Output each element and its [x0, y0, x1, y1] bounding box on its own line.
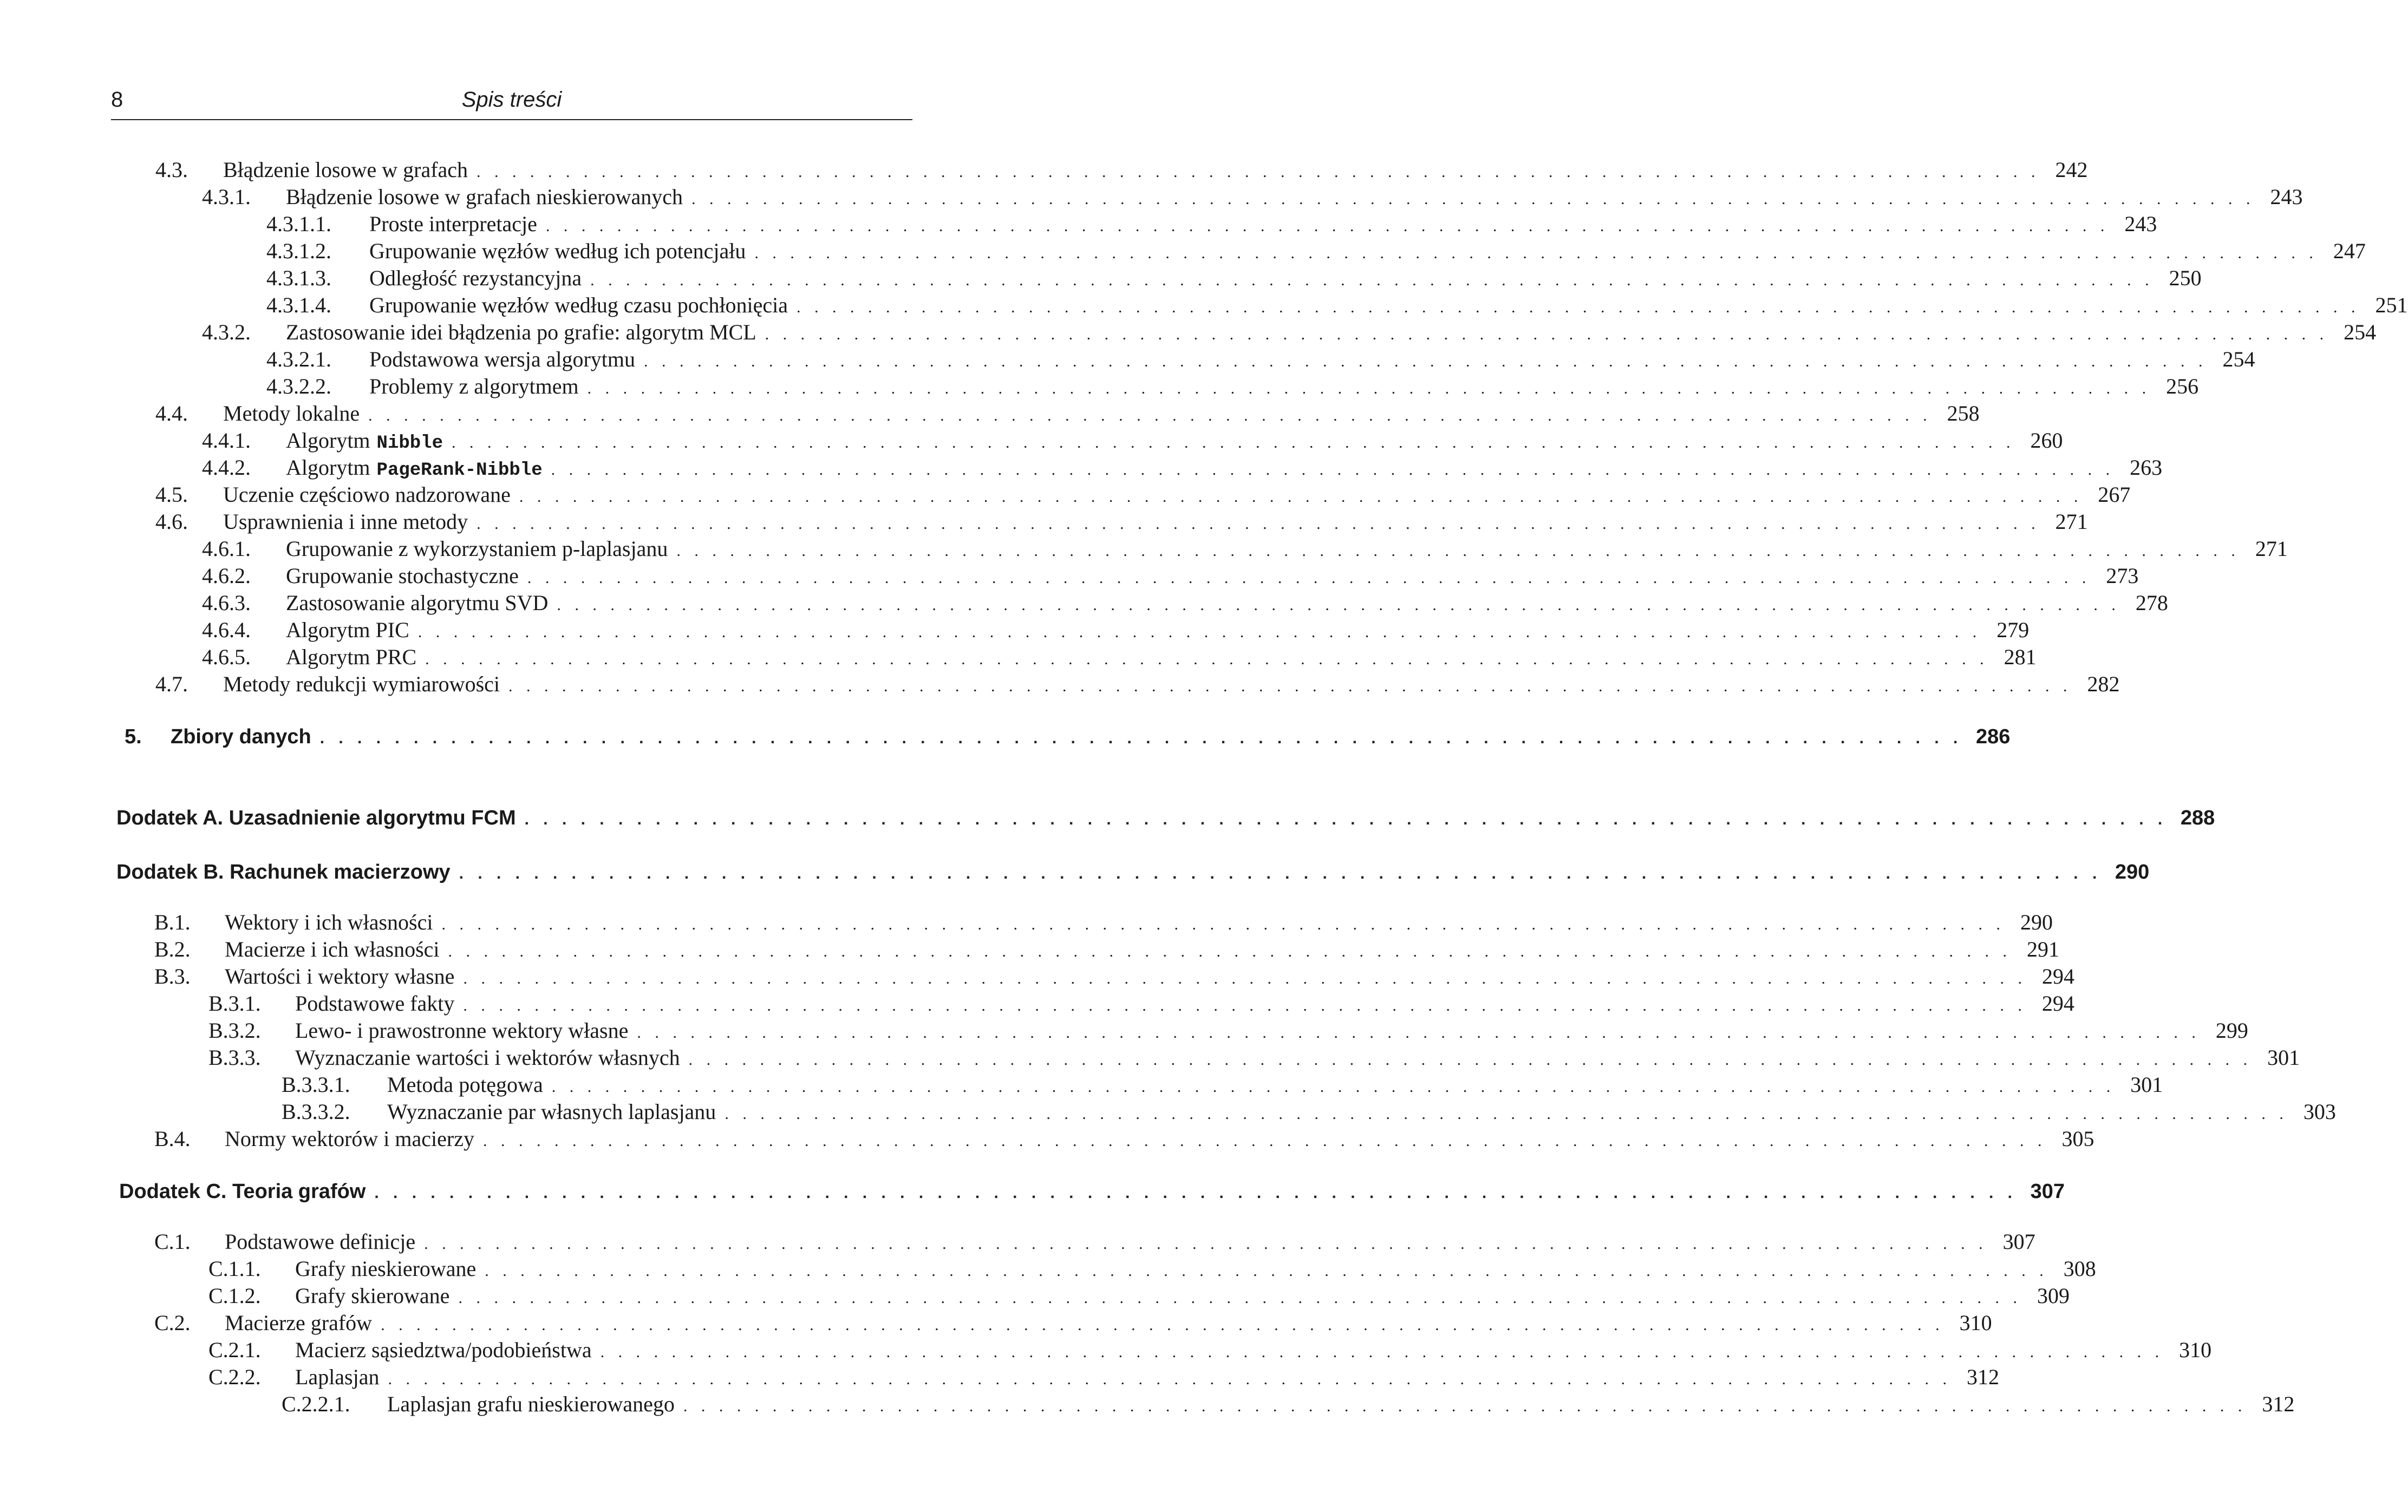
dot-leader: . . . . . . . . . . . . . . . . . . . . . . . . . . . . . . . . . . . . . . . . . . . . . . . . . . . . . . . . . . . . . . . . . . . . . . . . . . . . . . . . . . . . . . . .	[797, 298, 2360, 316]
toc-entry-page: 286	[1975, 725, 2011, 748]
dot-leader: . . . . . . . . . . . . . . . . . . . . . . . . . . . . . . . . . . . . . . . . . . . . . . . . . . . . . . . . . . . . . . . . . . . . . . . . . . . . . . . . . . . . . . . .	[477, 163, 2040, 181]
dot-leader: . . . . . . . . . . . . . . . . . . . . . . . . . . . . . . . . . . . . . . . . . . . . . . . . . . . . . . . . . . . . . . . . . . . . . . . . . . . . . . . . . . . . . . . .	[485, 1262, 2048, 1280]
toc-entry-title: Wektory i ich własności	[225, 910, 433, 934]
toc-entry[interactable]	[202, 563, 2139, 590]
toc-entry-number: C.1.1.	[208, 1256, 261, 1281]
toc-entry-page: 307	[2030, 1180, 2065, 1203]
toc-entry-number: 4.6.2.	[202, 564, 251, 588]
toc-entry[interactable]	[154, 1126, 2094, 1153]
toc-entry-number: C.2.	[154, 1311, 191, 1335]
toc-entry-number: 4.4.2.	[202, 455, 251, 480]
toc-entry[interactable]	[155, 157, 2088, 184]
toc-entry[interactable]	[202, 536, 2288, 563]
toc-entry-title: Macierz sąsiedztwa/podobieństwa	[295, 1338, 592, 1362]
toc-entry-title: Laplasjan	[295, 1365, 380, 1389]
toc-entry-number: B.3.3.2.	[282, 1099, 350, 1124]
toc-entry-page: 254	[2344, 320, 2377, 344]
toc-entry-title: Problemy z algorytmem	[369, 374, 579, 398]
dot-leader: . . . . . . . . . . . . . . . . . . . . . . . . . . . . . . . . . . . . . . . . . . . . . . . . . . . . . . . . . . . . . . . . . . . . . . . . . . . . . . . . . . . . . . . .	[374, 1184, 2017, 1202]
toc-entry-page: 310	[2179, 1338, 2212, 1362]
toc-entry-title: Metody lokalne	[223, 401, 360, 426]
toc-chapter-entry[interactable]	[116, 807, 2215, 834]
dot-leader: . . . . . . . . . . . . . . . . . . . . . . . . . . . . . . . . . . . . . . . . . . . . . . . . . . . . . . . . . . . . . . . . . . . . . . . . . . . . . . . . . . . . . . . .	[754, 244, 2318, 262]
toc-entry[interactable]	[282, 1099, 2336, 1126]
toc-entry-number: 4.7.	[155, 672, 188, 696]
toc-entry-number: C.1.2.	[208, 1284, 261, 1308]
toc-entry-number: 4.6.5.	[202, 645, 251, 669]
toc-entry-title: Uczenie częściowo nadzorowane	[223, 482, 511, 507]
toc-entry-title: Macierze grafów	[225, 1311, 373, 1335]
toc-entry-page: 251	[2375, 293, 2408, 317]
toc-entry-number: 4.4.	[155, 401, 188, 426]
toc-entry-title: Metody redukcji wymiarowości	[223, 672, 500, 696]
toc-entry-page: 243	[2270, 185, 2303, 209]
toc-entry-number: 4.3.1.3.	[266, 266, 331, 290]
toc-chapter-entry[interactable]	[116, 861, 2150, 888]
toc-entry-number: B.3.	[154, 964, 191, 989]
dot-leader: . . . . . . . . . . . . . . . . . . . . . . . . . . . . . . . . . . . . . . . . . . . . . . . . . . . . . . . . . . . . . . . . . . . . . . . . . . . . . . . . . . . . . . . .	[388, 1370, 1952, 1388]
toc-entry-number: 4.5.	[155, 482, 188, 507]
toc-entry-code-name: PageRank-Nibble	[376, 460, 543, 481]
toc-entry-number: B.3.3.1.	[282, 1072, 350, 1097]
dot-leader: . . . . . . . . . . . . . . . . . . . . . . . . . . . . . . . . . . . . . . . . . . . . . . . . . . . . . . . . . . . . . . . . . . . . . . . . . . . . . . . . . . . . . . . .	[600, 1343, 2164, 1361]
dot-leader: . . . . . . . . . . . . . . . . . . . . . . . . . . . . . . . . . . . . . . . . . . . . . . . . . . . . . . . . . . . . . . . . . . . . . . . . . . . . . . . . . . . . . . . .	[424, 1235, 1988, 1253]
toc-entry-page: 250	[2169, 266, 2202, 290]
toc-entry-title: Grafy nieskierowane	[295, 1256, 477, 1281]
toc-entry-page: 303	[2303, 1099, 2336, 1124]
toc-entry[interactable]	[202, 428, 2063, 455]
toc-entry[interactable]	[266, 238, 2366, 265]
toc-entry-page: 260	[2030, 428, 2063, 453]
toc-entry-number: C.1.	[154, 1229, 191, 1254]
toc-entry-title: Usprawnienia i inne metody	[223, 509, 468, 534]
dot-leader: . . . . . . . . . . . . . . . . . . . . . . . . . . . . . . . . . . . . . . . . . . . . . . . . . . . . . . . . . . . . . . . . . . . . . . . . . . . . . . . . . . . . . . . .	[463, 970, 2027, 987]
toc-entry-number: 4.6.3.	[202, 591, 251, 615]
dot-leader: . . . . . . . . . . . . . . . . . . . . . . . . . . . . . . . . . . . . . . . . . . . . . . . . . . . . . . . . . . . . . . . . . . . . . . . . . . . . . . . . . . . . . . . .	[557, 596, 2120, 614]
toc-entry-number: B.3.2.	[208, 1018, 261, 1043]
toc-entry[interactable]	[202, 184, 2303, 211]
toc-entry[interactable]	[202, 617, 2029, 644]
toc-entry-title: Wyznaczanie wartości i wektorów własnych	[295, 1045, 680, 1070]
toc-entry-title: Odległość rezystancyjna	[369, 266, 582, 290]
toc-entry[interactable]	[266, 292, 2408, 319]
dot-leader: . . . . . . . . . . . . . . . . . . . . . . . . . . . . . . . . . . . . . . . . . . . . . . . . . . . . . . . . . . . . . . . . . . . . . . . . . . . . . . . . . . . . . . . .	[676, 542, 2240, 560]
toc-entry[interactable]	[202, 319, 2377, 346]
toc-entry-title: Grupowanie z wykorzystaniem p-laplasjanu	[286, 536, 668, 561]
toc-entry[interactable]	[155, 401, 1980, 428]
toc-entry[interactable]	[266, 374, 2199, 401]
toc-entry-number: 4.4.1.	[202, 428, 251, 453]
toc-entry[interactable]	[155, 482, 2131, 509]
toc-entry[interactable]	[282, 1072, 2163, 1099]
toc-entry[interactable]	[208, 991, 2074, 1018]
toc-entry-number: 4.6.1.	[202, 536, 251, 561]
toc-entry-title: Podstawowe definicje	[225, 1229, 416, 1254]
toc-entry-page: 256	[2166, 374, 2199, 398]
toc-entry[interactable]	[208, 1256, 2096, 1283]
dot-leader: . . . . . . . . . . . . . . . . . . . . . . . . . . . . . . . . . . . . . . . . . . . . . . . . . . . . . . . . . . . . . . . . . . . . . . . . . . . . . . . . . . . . . . . .	[451, 434, 2015, 451]
toc-entry-title: Metoda potęgowa	[387, 1072, 543, 1097]
dot-leader: . . . . . . . . . . . . . . . . . . . . . . . . . . . . . . . . . . . . . . . . . . . . . . . . . . . . . . . . . . . . . . . . . . . . . . . . . . . . . . . . . . . . . . . .	[448, 942, 2012, 960]
dot-leader: . . . . . . . . . . . . . . . . . . . . . . . . . . . . . . . . . . . . . . . . . . . . . . . . . . . . . . . . . . . . . . . . . . . . . . . . . . . . . . . . . . . . . . . .	[545, 217, 2110, 235]
dot-leader: . . . . . . . . . . . . . . . . . . . . . . . . . . . . . . . . . . . . . . . . . . . . . . . . . . . . . . . . . . . . . . . . . . . . . . . . . . . . . . . . . . . . . . . .	[425, 650, 1989, 668]
toc-entry-page: 312	[2262, 1392, 2295, 1416]
toc-entry-number: B.3.1.	[208, 991, 261, 1016]
toc-entry-title: Macierze i ich własności	[225, 937, 440, 961]
toc-entry-page: 291	[2027, 937, 2060, 961]
toc-entry-page: 267	[2098, 482, 2131, 507]
toc-entry-page: 288	[2180, 807, 2215, 829]
toc-entry-title: Dodatek C. Teoria grafów	[119, 1180, 366, 1203]
toc-entry-title: Podstawowe fakty	[295, 991, 455, 1016]
toc-entry-title: Dodatek A. Uzasadnienie algorytmu FCM	[116, 807, 516, 829]
toc-entry-title: Dodatek B. Rachunek macierzowy	[116, 861, 451, 883]
toc-entry-title: Grafy skierowane	[295, 1284, 450, 1308]
toc-entry[interactable]	[266, 265, 2202, 292]
toc-entry-number: C.2.2.1.	[282, 1392, 350, 1416]
toc-entry-page: 301	[2267, 1045, 2300, 1070]
toc-entry-title: Grupowanie stochastyczne	[286, 564, 519, 588]
toc-entry-title: Proste interpretacje	[369, 212, 537, 236]
toc-entry[interactable]	[208, 1045, 2300, 1072]
toc-entry-page: 281	[2004, 645, 2037, 669]
toc-entry[interactable]	[202, 455, 2163, 482]
dot-leader: . . . . . . . . . . . . . . . . . . . . . . . . . . . . . . . . . . . . . . . . . . . . . . . . . . . . . . . . . . . . . . . . . . . . . . . . . . . . . . . . . . . . . . . .	[482, 1132, 2047, 1150]
toc-entry-title: Zastosowanie algorytmu SVD	[286, 591, 549, 615]
toc-entry[interactable]	[155, 509, 2088, 536]
toc-entry[interactable]	[208, 1018, 2248, 1045]
dot-leader: . . . . . . . . . . . . . . . . . . . . . . . . . . . . . . . . . . . . . . . . . . . . . . . . . . . . . . . . . . . . . . . . . . . . . . . . . . . . . . . . . . . . . . . .	[508, 677, 2072, 695]
toc-entry-title: Algorytm	[286, 428, 370, 453]
toc-entry-page: 290	[2020, 910, 2053, 934]
toc-chapter-entry[interactable]	[119, 1180, 2065, 1207]
toc-entry-page: 308	[2063, 1256, 2096, 1281]
toc-entry-page: 279	[1996, 618, 2029, 642]
dot-leader: . . . . . . . . . . . . . . . . . . . . . . . . . . . . . . . . . . . . . . . . . . . . . . . . . . . . . . . . . . . . . . . . . . . . . . . . . . . . . . . . . . . . . . . .	[691, 190, 2255, 208]
toc-entry[interactable]	[154, 1310, 1992, 1337]
toc-entry-page: 294	[2041, 964, 2074, 989]
dot-leader: . . . . . . . . . . . . . . . . . . . . . . . . . . . . . . . . . . . . . . . . . . . . . . . . . . . . . . . . . . . . . . . . . . . . . . . . . . . . . . . . . . . . . . . .	[551, 1078, 2116, 1096]
toc-entry-page: 273	[2106, 564, 2139, 588]
toc-entry[interactable]	[266, 346, 2255, 374]
dot-leader: . . . . . . . . . . . . . . . . . . . . . . . . . . . . . . . . . . . . . . . . . . . . . . . . . . . . . . . . . . . . . . . . . . . . . . . . . . . . . . . . . . . . . . . .	[368, 407, 1932, 424]
page-number: 8	[111, 88, 123, 112]
toc-entry-title: Zbiory danych	[171, 725, 311, 748]
toc-entry-page: 312	[1967, 1365, 1999, 1389]
toc-entry-number: 4.3.1.1.	[266, 212, 331, 236]
toc-entry-page: 243	[2124, 212, 2157, 236]
dot-leader: . . . . . . . . . . . . . . . . . . . . . . . . . . . . . . . . . . . . . . . . . . . . . . . . . . . . . . . . . . . . . . . . . . . . . . . . . . . . . . . . . . . . . . . .	[463, 997, 2027, 1014]
toc-entry[interactable]	[208, 1283, 2070, 1310]
toc-entry-page: 263	[2130, 455, 2163, 480]
toc-entry[interactable]	[266, 211, 2157, 238]
dot-leader: . . . . . . . . . . . . . . . . . . . . . . . . . . . . . . . . . . . . . . . . . . . . . . . . . . . . . . . . . . . . . . . . . . . . . . . . . . . . . . . . . . . . . . . .	[527, 569, 2091, 587]
dot-leader: . . . . . . . . . . . . . . . . . . . . . . . . . . . . . . . . . . . . . . . . . . . . . . . . . . . . . . . . . . . . . . . . . . . . . . . . . . . . . . . . . . . . . . . .	[688, 1051, 2253, 1069]
toc-entry-number: 4.3.1.	[202, 185, 251, 209]
toc-entry-title: Algorytm	[286, 455, 370, 480]
toc-entry-number: C.2.2.	[208, 1365, 261, 1389]
toc-entry[interactable]	[282, 1391, 2295, 1418]
toc-entry-number: B.4.	[154, 1127, 191, 1151]
dot-leader: . . . . . . . . . . . . . . . . . . . . . . . . . . . . . . . . . . . . . . . . . . . . . . . . . . . . . . . . . . . . . . . . . . . . . . . . . . . . . . . . . . . . . . . .	[441, 915, 2005, 933]
toc-entry-page: 258	[1947, 401, 1980, 426]
dot-leader: . . . . . . . . . . . . . . . . . . . . . . . . . . . . . . . . . . . . . . . . . . . . . . . . . . . . . . . . . . . . . . . . . . . . . . . . . . . . . . . . . . . . . . . .	[725, 1105, 2288, 1123]
toc-entry-page: 307	[2002, 1229, 2035, 1254]
toc-entry-title: Wyznaczanie par własnych laplasjanu	[387, 1099, 716, 1124]
page-header	[111, 88, 912, 120]
toc-entry-title: Laplasjan grafu nieskierowanego	[387, 1392, 675, 1416]
toc-entry-title: Normy wektorów i macierzy	[225, 1127, 474, 1151]
toc-entry-code-name: Nibble	[376, 433, 443, 454]
header-rule	[111, 119, 912, 120]
dot-leader: . . . . . . . . . . . . . . . . . . . . . . . . . . . . . . . . . . . . . . . . . . . . . . . . . . . . . . . . . . . . . . . . . . . . . . . . . . . . . . . . . . . . . . . .	[459, 865, 2102, 882]
toc-entry-number: 4.3.2.	[202, 320, 251, 344]
toc-entry[interactable]	[154, 937, 2060, 964]
toc-entry-title: Zastosowanie idei błądzenia po grafie: algorytm MCL	[286, 320, 756, 344]
toc-entry-page: 278	[2135, 591, 2168, 615]
running-title: Spis treści	[461, 88, 562, 112]
dot-leader: . . . . . . . . . . . . . . . . . . . . . . . . . . . . . . . . . . . . . . . . . . . . . . . . . . . . . . . . . . . . . . . . . . . . . . . . . . . . . . . . . . . . . . . .	[319, 729, 1963, 747]
toc-entry-page: 254	[2222, 347, 2255, 371]
toc-entry-number: 5.	[125, 725, 142, 748]
toc-entry[interactable]	[202, 590, 2168, 617]
toc-entry[interactable]	[208, 1337, 2212, 1364]
dot-leader: . . . . . . . . . . . . . . . . . . . . . . . . . . . . . . . . . . . . . . . . . . . . . . . . . . . . . . . . . . . . . . . . . . . . . . . . . . . . . . . . . . . . . . . .	[381, 1316, 1944, 1334]
toc-entry-title: Grupowanie węzłów według czasu pochłonięcia	[369, 293, 788, 317]
dot-leader: . . . . . . . . . . . . . . . . . . . . . . . . . . . . . . . . . . . . . . . . . . . . . . . . . . . . . . . . . . . . . . . . . . . . . . . . . . . . . . . . . . . . . . . .	[417, 623, 1982, 641]
toc-entry-number: 4.3.2.1.	[266, 347, 331, 371]
toc-entry-number: B.2.	[154, 937, 191, 961]
dot-leader: . . . . . . . . . . . . . . . . . . . . . . . . . . . . . . . . . . . . . . . . . . . . . . . . . . . . . . . . . . . . . . . . . . . . . . . . . . . . . . . . . . . . . . . .	[644, 352, 2208, 370]
toc-entry-page: 247	[2333, 239, 2366, 263]
toc-entry[interactable]	[155, 671, 2120, 698]
toc-entry-number: 4.6.4.	[202, 618, 251, 642]
dot-leader: . . . . . . . . . . . . . . . . . . . . . . . . . . . . . . . . . . . . . . . . . . . . . . . . . . . . . . . . . . . . . . . . . . . . . . . . . . . . . . . . . . . . . . . .	[551, 461, 2115, 479]
toc-entry-number: 4.3.1.2.	[266, 239, 331, 263]
toc-entry-title: Algorytm PRC	[286, 645, 417, 669]
toc-entry-title: Grupowanie węzłów według ich potencjału	[369, 239, 746, 263]
toc-entry-title: Lewo- i prawostronne wektory własne	[295, 1018, 629, 1043]
dot-leader: . . . . . . . . . . . . . . . . . . . . . . . . . . . . . . . . . . . . . . . . . . . . . . . . . . . . . . . . . . . . . . . . . . . . . . . . . . . . . . . . . . . . . . . .	[524, 810, 2168, 828]
toc-entry-number: B.3.3.	[208, 1045, 261, 1070]
toc-entry-page: 271	[2255, 536, 2288, 561]
dot-leader: . . . . . . . . . . . . . . . . . . . . . . . . . . . . . . . . . . . . . . . . . . . . . . . . . . . . . . . . . . . . . . . . . . . . . . . . . . . . . . . . . . . . . . . .	[519, 488, 2083, 506]
toc-entry-page: 310	[1959, 1311, 1992, 1335]
dot-leader: . . . . . . . . . . . . . . . . . . . . . . . . . . . . . . . . . . . . . . . . . . . . . . . . . . . . . . . . . . . . . . . . . . . . . . . . . . . . . . . . . . . . . . . .	[477, 515, 2040, 533]
toc-entry-title: Algorytm PIC	[286, 618, 409, 642]
toc-entry-number: B.1.	[154, 910, 191, 934]
toc-entry-page: 301	[2130, 1072, 2163, 1097]
toc-entry-number: 4.3.2.2.	[266, 374, 331, 398]
dot-leader: . . . . . . . . . . . . . . . . . . . . . . . . . . . . . . . . . . . . . . . . . . . . . . . . . . . . . . . . . . . . . . . . . . . . . . . . . . . . . . . . . . . . . . . .	[765, 325, 2329, 343]
toc-entry-title: Błądzenie losowe w grafach	[223, 158, 468, 182]
toc-entry-number: 4.3.1.4.	[266, 293, 331, 317]
toc-entry-title: Podstawowa wersja algorytmu	[369, 347, 636, 371]
toc-entry-page: 309	[2037, 1284, 2070, 1308]
toc-entry[interactable]	[154, 964, 2074, 991]
toc-entry[interactable]	[202, 644, 2037, 671]
toc-chapter-entry[interactable]	[125, 725, 2011, 752]
toc-entry-page: 290	[2115, 861, 2150, 883]
dot-leader: . . . . . . . . . . . . . . . . . . . . . . . . . . . . . . . . . . . . . . . . . . . . . . . . . . . . . . . . . . . . . . . . . . . . . . . . . . . . . . . . . . . . . . . .	[458, 1289, 2022, 1307]
toc-entry-number: 4.6.	[155, 509, 188, 534]
dot-leader: . . . . . . . . . . . . . . . . . . . . . . . . . . . . . . . . . . . . . . . . . . . . . . . . . . . . . . . . . . . . . . . . . . . . . . . . . . . . . . . . . . . . . . . .	[683, 1397, 2247, 1415]
toc-entry[interactable]	[154, 909, 2053, 937]
toc-entry-title: Błądzenie losowe w grafach nieskierowanych	[286, 185, 683, 209]
toc-entry-page: 282	[2087, 672, 2120, 696]
toc-entry-page: 305	[2061, 1127, 2094, 1151]
dot-leader: . . . . . . . . . . . . . . . . . . . . . . . . . . . . . . . . . . . . . . . . . . . . . . . . . . . . . . . . . . . . . . . . . . . . . . . . . . . . . . . . . . . . . . . .	[587, 379, 2151, 397]
dot-leader: . . . . . . . . . . . . . . . . . . . . . . . . . . . . . . . . . . . . . . . . . . . . . . . . . . . . . . . . . . . . . . . . . . . . . . . . . . . . . . . . . . . . . . . .	[590, 271, 2154, 289]
toc-entry-title: Wartości i wektory własne	[225, 964, 455, 989]
toc-entry-number: 4.3.	[155, 158, 188, 182]
toc-entry-number: C.2.1.	[208, 1338, 261, 1362]
toc-entry[interactable]	[154, 1229, 2035, 1256]
toc-entry-page: 299	[2215, 1018, 2248, 1043]
toc-entry-page: 271	[2055, 509, 2088, 534]
dot-leader: . . . . . . . . . . . . . . . . . . . . . . . . . . . . . . . . . . . . . . . . . . . . . . . . . . . . . . . . . . . . . . . . . . . . . . . . . . . . . . . . . . . . . . . .	[637, 1024, 2201, 1042]
toc-entry-page: 242	[2055, 158, 2088, 182]
toc-entry[interactable]	[208, 1364, 1999, 1391]
toc-entry-page: 294	[2041, 991, 2074, 1016]
